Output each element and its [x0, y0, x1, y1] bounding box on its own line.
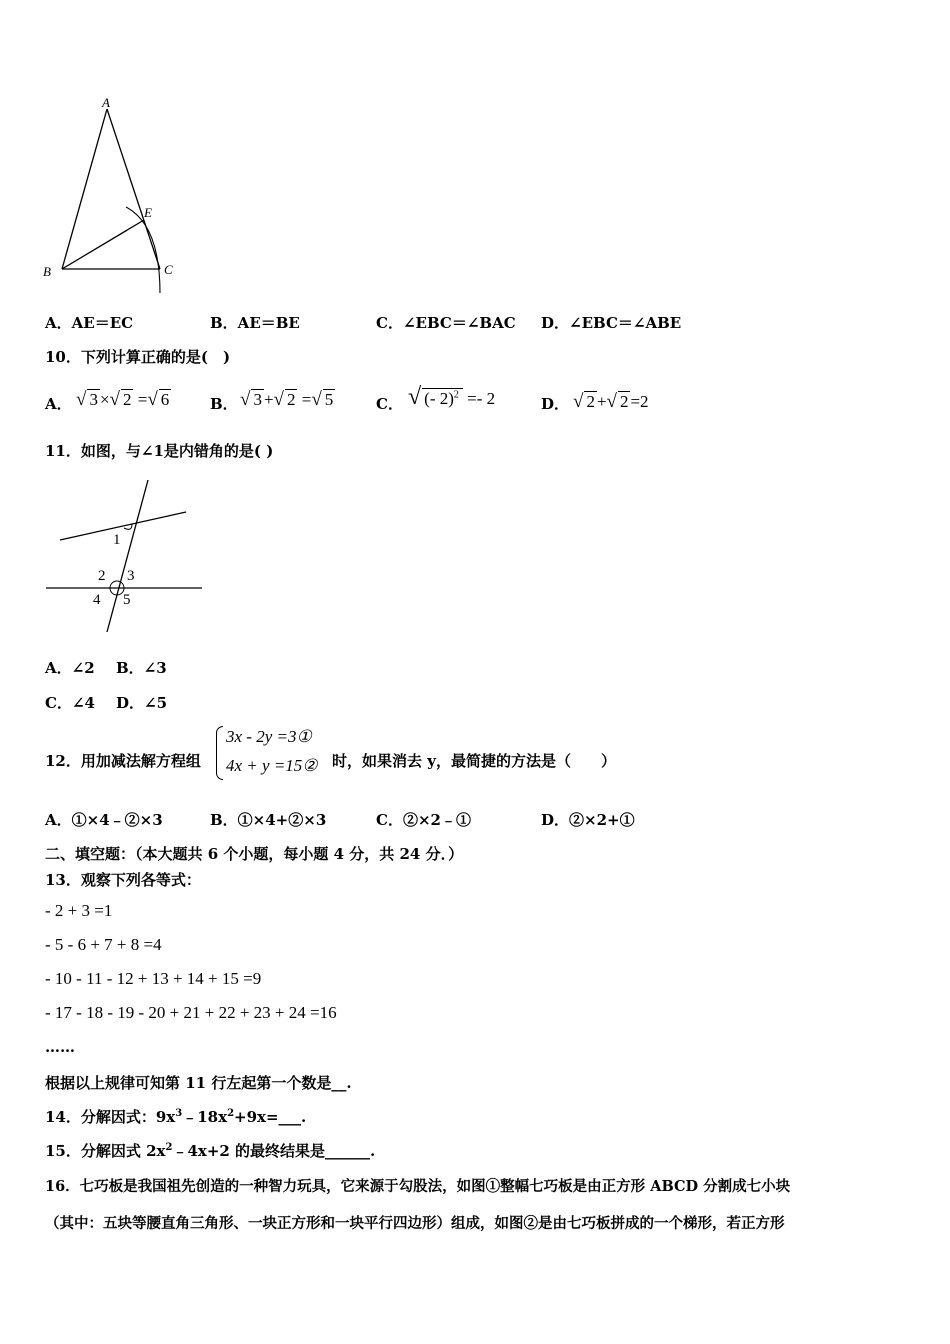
- q13-line-1: - 2 + 3 =1: [45, 901, 113, 920]
- section2-title: 二、填空题：（本大题共 6 个小题，每小题 4 分，共 24 分．）: [45, 845, 464, 863]
- upper-line: [60, 512, 186, 540]
- q13-title: 13．观察下列各等式：: [45, 871, 201, 889]
- q10-option-b-letter[interactable]: B．: [210, 395, 238, 413]
- segment-ab: [62, 109, 107, 269]
- q15-question: 15．分解因式 $2x^2﹣4x+2$ 的最终结果是______.: [45, 1142, 376, 1160]
- label-c: C: [164, 262, 173, 277]
- equation-brace: [216, 726, 223, 780]
- q10-option-b-expr[interactable]: √ 3 +√ 2 =√ 5: [240, 389, 334, 410]
- q11-option-c[interactable]: C．∠4: [45, 694, 95, 712]
- label-b: B: [43, 264, 51, 279]
- label-e: E: [144, 205, 152, 220]
- triangle-figure: [40, 95, 190, 300]
- q12-option-a[interactable]: A．①×4﹣②×3: [45, 811, 163, 829]
- angle-label-4: 4: [93, 592, 101, 608]
- q12-option-b[interactable]: B．①×4+②×3: [210, 811, 327, 829]
- label-a: A: [102, 95, 110, 110]
- q9-option-a[interactable]: A．AE＝EC: [45, 314, 134, 332]
- q11-option-d[interactable]: D．∠5: [116, 694, 168, 712]
- q13-ellipsis: ……: [45, 1038, 75, 1056]
- q16-line-1: 16．七巧板是我国祖先创造的一种智力玩具，它来源于勾股法，如图①整幅七巧板是由正方形 ABCD 分割成七小块: [45, 1178, 791, 1195]
- q12-equation-1: 3x - 2y =3①: [226, 727, 312, 746]
- angle-label-3: 3: [127, 568, 135, 584]
- q11-title: 11．如图，与∠1是内错角的是( ): [45, 442, 274, 460]
- q13-line-3: - 10 - 11 - 12 + 13 + 14 + 15 =9: [45, 969, 262, 988]
- q10-option-c-expr[interactable]: √ (- 2)$^2$ =- 2: [408, 384, 496, 410]
- q12-option-d[interactable]: D．②×2+①: [541, 811, 635, 829]
- q10-option-d-letter[interactable]: D．: [541, 395, 570, 413]
- q11-option-b[interactable]: B．∠3: [116, 659, 167, 677]
- angle-label-5: 5: [123, 592, 131, 608]
- q10-option-a-letter[interactable]: A．: [45, 395, 72, 413]
- q14-question: 14．分解因式：$9x^3﹣18x^2+9x=\_\_\_$.: [45, 1108, 307, 1126]
- q11-option-a[interactable]: A．∠2: [45, 659, 95, 677]
- q10-option-a-expr[interactable]: √ 3 ×√ 2 =√ 6: [76, 389, 170, 410]
- angle-label-1: 1: [113, 532, 121, 548]
- q12-option-c[interactable]: C．②×2﹣①: [376, 811, 471, 829]
- q10-title: 10．下列计算正确的是( ): [45, 348, 231, 366]
- q9-option-d[interactable]: D．∠EBC＝∠ABE: [541, 314, 682, 332]
- transversal-line: [107, 480, 148, 632]
- q12-suffix: 时，如果消去 y，最简捷的方法是（ ）: [332, 752, 616, 770]
- q13-line-4: - 17 - 18 - 19 - 20 + 21 + 22 + 23 + 24 =16: [45, 1003, 337, 1022]
- intersecting-lines-figure: [40, 472, 210, 637]
- angle-label-2: 2: [98, 568, 106, 584]
- q13-line-2: - 5 - 6 + 7 + 8 =4: [45, 935, 162, 954]
- q10-option-c-letter[interactable]: C．: [376, 395, 403, 413]
- q16-line-2: （其中：五块等腰直角三角形、一块正方形和一块平行四边形）组成，如图②是由七巧板拼成的一个梯形，若正方形: [45, 1215, 785, 1232]
- q13-question: 根据以上规律可知第 11 行左起第一个数是__.: [45, 1074, 352, 1092]
- q9-option-b[interactable]: B．AE＝BE: [210, 314, 300, 332]
- q9-option-c[interactable]: C．∠EBC＝∠BAC: [376, 314, 516, 332]
- segment-ac: [107, 109, 160, 269]
- q12-prefix: 12．用加减法解方程组: [45, 752, 201, 770]
- q12-equation-2: 4x + y =15②: [226, 756, 318, 775]
- q10-option-d-expr[interactable]: √ 2 +√ 2 =2: [573, 391, 649, 412]
